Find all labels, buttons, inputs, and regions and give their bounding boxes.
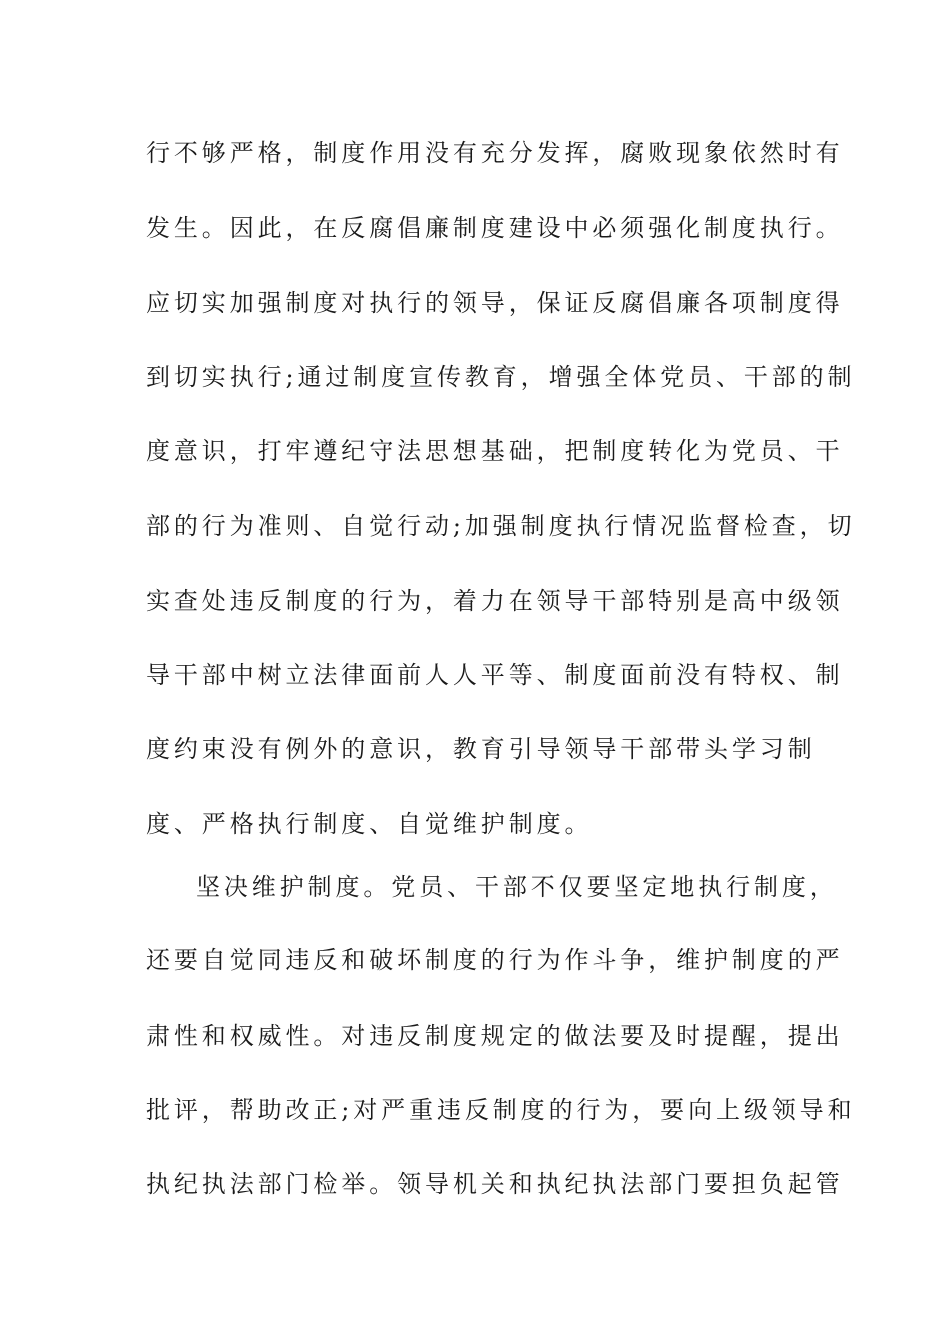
text-line: 肃性和权威性。对违反制度规定的做法要及时提醒，提出 [146,1022,844,1050]
text-line: 导干部中树立法律面前人人平等、制度面前没有特权、制 [146,661,844,689]
text-line: 应切实加强制度对执行的领导，保证反腐倡廉各项制度得 [146,289,844,317]
paragraph-first-line: 坚决维护制度。党员、干部不仅要坚定地执行制度， [196,873,838,901]
text-line: 实查处违反制度的行为，着力在领导干部特别是高中级领 [146,587,844,615]
text-line: 执纪执法部门检举。领导机关和执纪执法部门要担负起管 [146,1170,844,1198]
text-line: 发生。因此，在反腐倡廉制度建设中必须强化制度执行。 [146,214,844,242]
text-line: 批评，帮助改正;对严重违反制度的行为，要向上级领导和 [146,1096,856,1124]
text-line: 度意识，打牢遵纪守法思想基础，把制度转化为党员、干 [146,437,844,465]
text-line: 度约束没有例外的意识，教育引导领导干部带头学习制 [146,735,816,763]
text-line: 部的行为准则、自觉行动;加强制度执行情况监督检查，切 [146,512,856,540]
text-line: 行不够严格，制度作用没有充分发挥，腐败现象依然时有 [146,139,844,167]
text-line: 度、严格执行制度、自觉维护制度。 [146,810,593,838]
text-line: 到切实执行;通过制度宣传教育，增强全体党员、干部的制 [146,363,856,391]
text-line: 还要自觉同违反和破坏制度的行为作斗争，维护制度的严 [146,946,844,974]
